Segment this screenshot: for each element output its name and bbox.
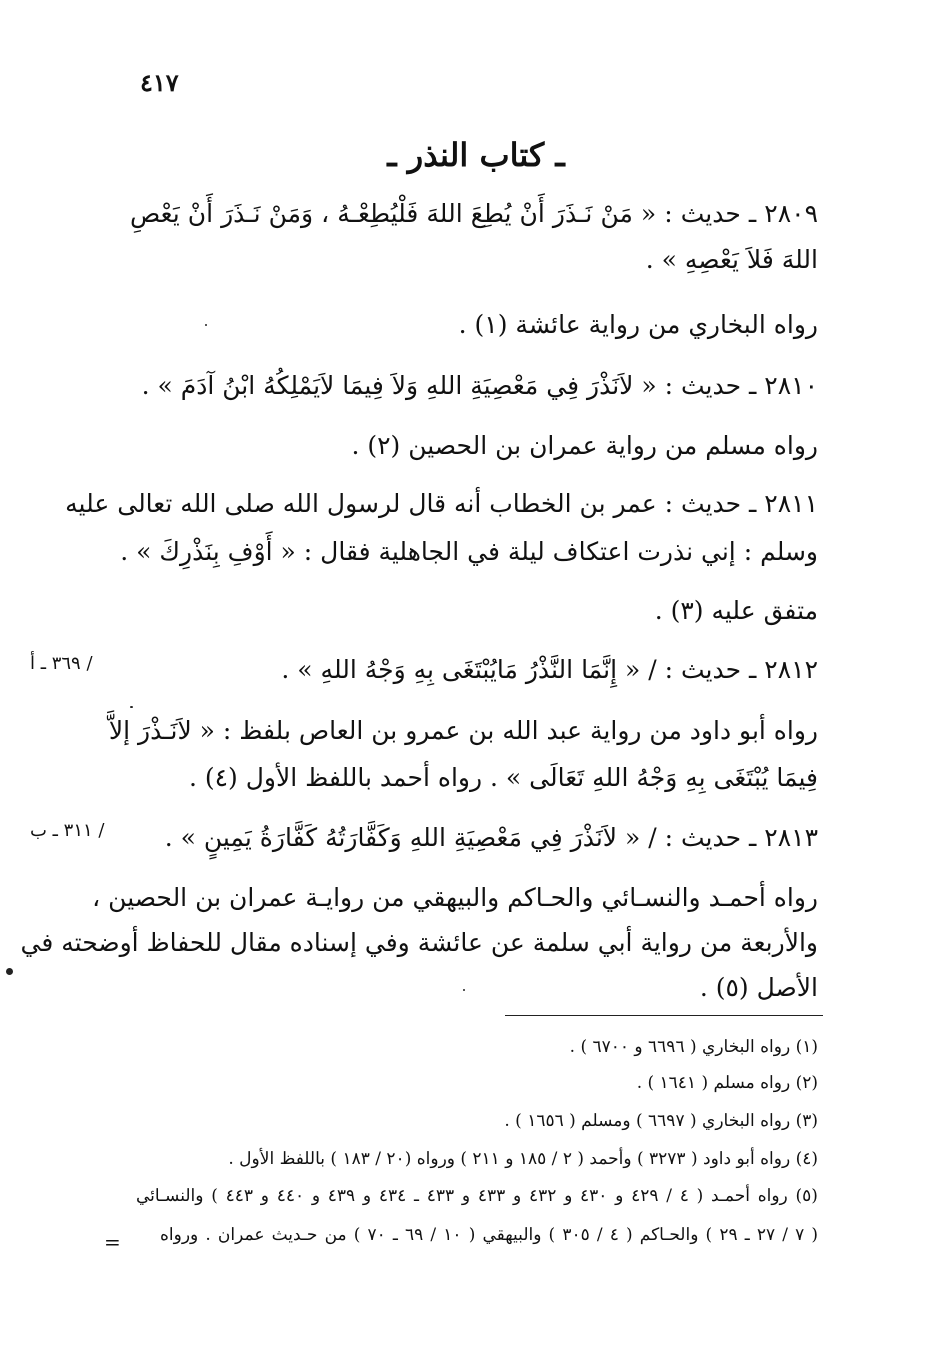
margin-note-folio-311b: / ٣١١ ـ ب	[30, 820, 105, 841]
footnote-3: (٣) رواه البخاري ( ٦٦٩٧ ) ومسلم ( ١٦٥٦ ) .	[504, 1111, 818, 1131]
hadith-2811-line-2: وسلم : إني نذرت اعتكاف ليلة في الجاهلية فقال : « أَوْفِ بِنَذْرِكَ » .	[120, 537, 818, 566]
narration-2810: رواه مسلم من رواية عمران بن الحصين (٢) .	[351, 431, 818, 460]
hadith-2809-line-2: اللهَ فَلاَ يَعْصِهِ » .	[645, 245, 818, 274]
hadith-2811-line-1: ٢٨١١ ـ حديث : عمر بن الخطاب أنه قال لرسول الله صلى الله تعالى عليه	[65, 489, 818, 518]
ink-speck	[463, 989, 465, 991]
footnote-1: (١) رواه البخاري ( ٦٦٩٦ و ٦٧٠٠ ) .	[569, 1037, 818, 1057]
footnote-2: (٢) رواه مسلم ( ١٦٤١ ) .	[636, 1073, 818, 1093]
narration-2809: رواه البخاري من رواية عائشة (١) .	[458, 310, 818, 339]
ink-speck	[205, 324, 207, 326]
ink-speck	[130, 706, 133, 708]
hadith-2812: ٢٨١٢ ـ حديث : / « إِنَّمَا النَّذْرُ مَايُبْتَغَى بِهِ وَجْهُ اللهِ » .	[281, 655, 818, 684]
footnote-4: (٤) رواه أبو داود ( ٣٢٧٣ ) وأحمد ( ٢ / ١٨٥ و ٢١١ ) ورواه (٢٠ / ١٨٣ ) باللفظ الأول .	[228, 1149, 818, 1169]
narration-2813-line-1: رواه أحمـد والنسـائي والحـاكم والبيهقي من روايـة عمران بن الحصين ،	[92, 883, 818, 912]
narration-2812-line-1: رواه أبو داود من رواية عبد الله بن عمرو بن العاص بلفظ : « لاَنَـذْرَ إلاَّ	[108, 716, 818, 745]
chapter-title: ـ كتاب النذر ـ	[387, 136, 565, 174]
ink-speck	[6, 968, 13, 975]
narration-2813-line-2: والأربعة من رواية أبي سلمة عن عائشة وفي إسناده مقال للحفاظ أوضحته في	[20, 928, 818, 957]
hadith-2813: ٢٨١٣ ـ حديث : / « لاَنَذْرَ فِي مَعْصِيَةِ اللهِ وَكَفَّارَتُهُ كَفَّارَةُ يَمِينٍ » .	[164, 823, 818, 852]
narration-2813-line-3: الأصل (٥) .	[699, 973, 818, 1002]
narration-2812-line-2: فِيمَا يُبْتَغَى بِهِ وَجْهُ اللهِ تَعَالَى » . رواه أحمد باللفظ الأول (٤) .	[188, 763, 818, 792]
margin-note-folio-369a: / ٣٦٩ ـ أ	[30, 653, 93, 674]
hadith-2810: ٢٨١٠ ـ حديث : « لاَنَذْرَ فِي مَعْصِيَةِ اللهِ وَلاَ فِيمَا لاَيَمْلِكُهُ ابْنُ آدَمَ » .	[141, 371, 818, 400]
footnote-separator	[505, 1015, 823, 1016]
narration-2811: متفق عليه (٣) .	[654, 596, 818, 625]
hadith-2809-line-1: ٢٨٠٩ ـ حديث : « مَنْ نَـذَرَ أَنْ يُطِعَ اللهَ فَلْيُطِعْـهُ ، وَمَنْ نَـذَرَ أَنْ يَعْصِ	[130, 199, 818, 228]
page-number: ٤١٧	[140, 68, 179, 97]
footnote-5-line-1: (٥) رواه أحمـد ( ٤ / ٤٢٩ و ٤٣٠ و ٤٣٢ و ٤٣٣ و ٤٣٣ ـ ٤٣٤ و ٤٣٩ و ٤٤٠ و ٤٤٣ ) والنسـائي	[136, 1186, 818, 1206]
footnote-5-line-2: ( ٧ / ٢٧ ـ ٢٩ ) والحـاكم ( ٤ / ٣٠٥ ) والبيهقي ( ١٠ / ٦٩ ـ ٧٠ ) من حـديث عمران . ورواه	[160, 1225, 818, 1245]
continuation-mark: =	[104, 1230, 121, 1254]
